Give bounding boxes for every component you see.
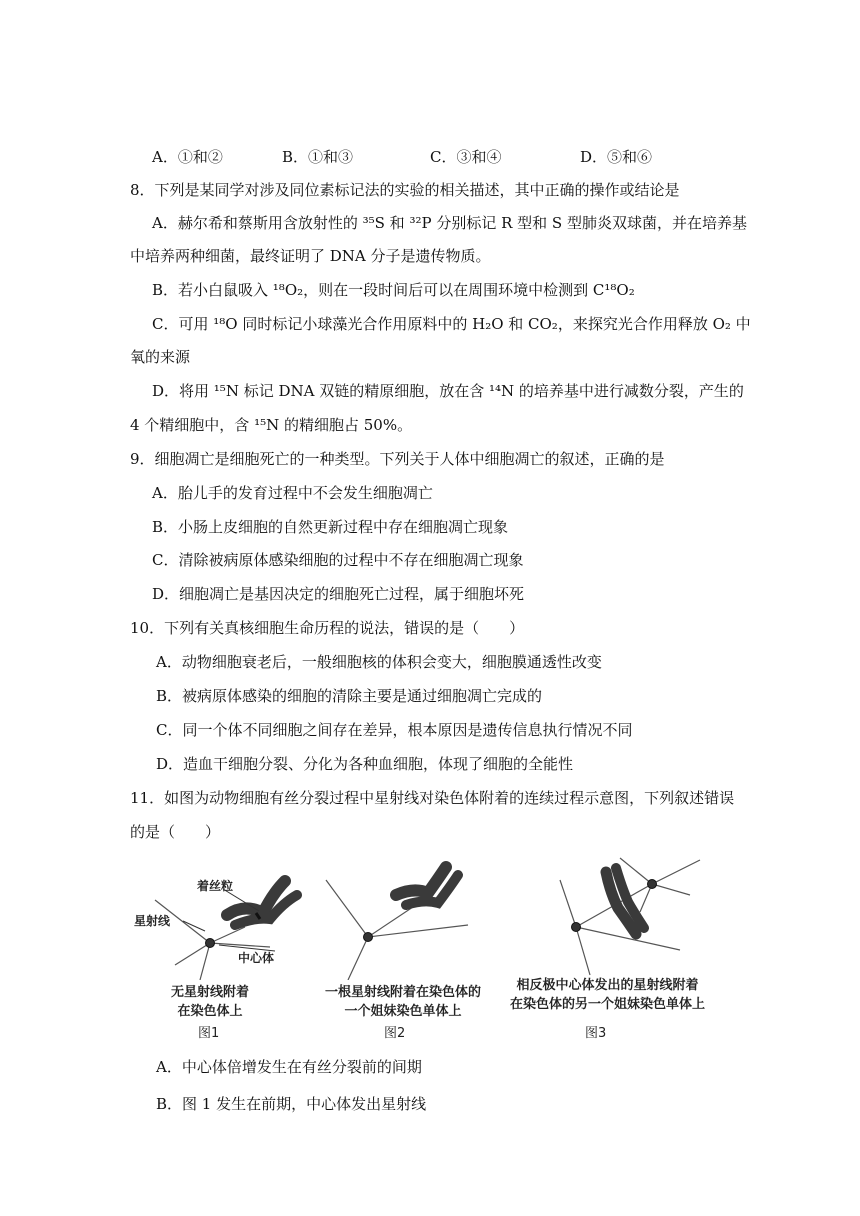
q11-stem-line2: 的是（ ）: [130, 823, 221, 841]
figure-1-caption-line1: 无星射线附着: [170, 985, 249, 1000]
q8-stem: 8．下列是某同学对涉及同位素标记法的实验的相关描述，其中正确的操作或结论是: [130, 181, 680, 199]
q7-option-a: A．①和②: [152, 148, 223, 166]
annotation-centrosome: 中心体: [238, 951, 275, 965]
figure-3-label: 图3: [585, 1026, 607, 1041]
q9-option-a: A．胎儿手的发育过程中不会发生细胞凋亡: [152, 484, 433, 502]
q10-option-a: A．动物细胞衰老后，一般细胞核的体积会变大，细胞膜通透性改变: [156, 653, 602, 671]
q11-stem-line1: 11．如图为动物细胞有丝分裂过程中星射线对染色体附着的连续过程示意图，下列叙述错误: [130, 789, 735, 807]
q7-option-c: C．③和④: [430, 148, 502, 166]
q8-option-a-line2: 中培养两种细菌，最终证明了 DNA 分子是遗传物质。: [130, 247, 491, 265]
figure-3-caption-line1: 相反极中心体发出的星射线附着: [516, 978, 699, 993]
q10-option-d: D．造血干细胞分裂、分化为各种血细胞，体现了细胞的全能性: [156, 755, 574, 773]
q10-option-c: C．同一个体不同细胞之间存在差异，根本原因是遗传信息执行情况不同: [156, 721, 633, 739]
q9-option-b: B．小肠上皮细胞的自然更新过程中存在细胞凋亡现象: [152, 518, 509, 536]
annotation-centromere: 着丝粒: [197, 879, 234, 893]
q7-option-d: D．⑤和⑥: [580, 148, 653, 166]
figure-3-caption-line2: 在染色体的另一个姐妹染色单体上: [509, 997, 705, 1012]
figure-1-caption-line2: 在染色体上: [177, 1004, 243, 1019]
figure-2-caption-line2: 一个姐妹染色单体上: [344, 1004, 462, 1019]
q11-option-b: B．图 1 发生在前期，中心体发出星射线: [156, 1095, 427, 1113]
q7-option-b: B．①和③: [282, 148, 354, 166]
q10-option-b: B．被病原体感染的细胞的清除主要是通过细胞凋亡完成的: [156, 687, 543, 705]
q8-option-a-line1: A．赫尔希和蔡斯用含放射性的 ³⁵S 和 ³²P 分别标记 R 型和 S 型肺炎双球菌，并在培养基: [152, 214, 747, 232]
figure-2-caption: [312, 983, 494, 1021]
figure-3-caption: [495, 976, 720, 1014]
q11-option-a: A．中心体倍增发生在有丝分裂前的间期: [156, 1058, 422, 1076]
q8-option-c-line2: 氧的来源: [130, 348, 191, 366]
q8-option-b: B．若小白鼠吸入 ¹⁸O₂，则在一段时间后可以在周围环境中检测到 C¹⁸O₂: [152, 281, 635, 299]
q8-option-d-line1: D．将用 ¹⁵N 标记 DNA 双链的精原细胞，放在含 ¹⁴N 的培养基中进行减数分裂，产生的: [152, 382, 744, 400]
figure-2-diagram: [318, 855, 498, 980]
q10-stem: 10．下列有关真核细胞生命历程的说法，错误的是（ ）: [130, 619, 525, 637]
figure-1-caption: [140, 983, 280, 1021]
figure-1-label: 图1: [198, 1026, 220, 1041]
q8-option-c-line1: C．可用 ¹⁸O 同时标记小球藻光合作用原料中的 H₂O 和 CO₂，来探究光合作用释放 O₂ 中: [152, 315, 751, 333]
q9-stem: 9．细胞凋亡是细胞死亡的一种类型。下列关于人体中细胞凋亡的叙述，正确的是: [130, 450, 665, 468]
q9-option-c: C．清除被病原体感染细胞的过程中不存在细胞凋亡现象: [152, 551, 524, 569]
centrosome-icon: [206, 939, 215, 948]
q9-option-d: D．细胞凋亡是基因决定的细胞死亡过程，属于细胞坏死: [152, 585, 525, 603]
figure-2-label: 图2: [384, 1026, 406, 1041]
figure-2-caption-line1: 一根星射线附着在染色体的: [324, 985, 481, 1000]
q8-option-d-line2: 4 个精细胞中，含 ¹⁵N 的精细胞占 50%。: [130, 416, 413, 434]
annotation-aster: 星射线: [134, 914, 171, 928]
figure-3-diagram: [540, 850, 730, 980]
